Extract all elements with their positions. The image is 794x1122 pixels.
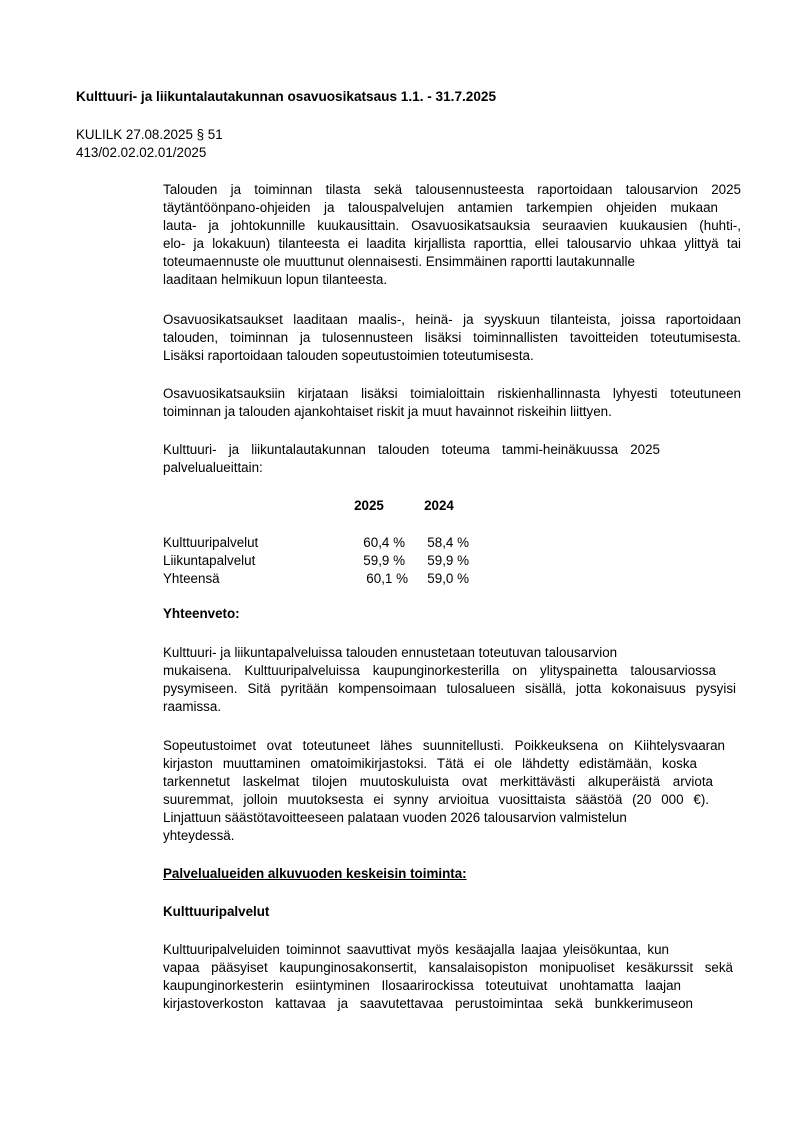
text-line: kirjastoverkoston kattavaa ja saavutettavaa perustoimintaa sekä bunkkerimuseon xyxy=(163,996,693,1011)
value-2025: 60,4 % xyxy=(363,535,405,550)
text-line: laaditaan helmikuun lopun tilanteesta. xyxy=(163,272,388,287)
summary-paragraph-1 xyxy=(163,644,741,716)
text-line: Kulttuuri- ja liikuntalautakunnan talouden toteuma tammi-heinäkuussa 2025 xyxy=(163,442,660,457)
text-line: talouden, toiminnan ja tulosennusteen lisäksi toiminnallisten tavoitteiden toteutumisesta. xyxy=(163,330,741,345)
table-intro-paragraph xyxy=(163,441,741,477)
text-line: täytäntöönpano-ohjeiden ja talouspalvelujen antamien tarkempien ohjeiden mukaan xyxy=(163,200,718,215)
text-line: Linjattuun säästötavoitteeseen palataan vuoden 2026 talousarvion valmistelun xyxy=(163,810,627,825)
record-id: 413/02.02.02.01/2025 xyxy=(76,145,207,160)
culture-services-heading: Kulttuuripalvelut xyxy=(163,904,270,919)
value-2024: 58,4 % xyxy=(427,535,469,550)
column-header-2025: 2025 xyxy=(354,498,384,513)
activities-heading: Palvelualueiden alkuvuoden keskeisin toiminta: xyxy=(163,866,467,881)
text-line: vapaa pääsyiset kaupunginosakonsertit, kansalaisopiston monipuoliset kesäkurssit sekä xyxy=(163,960,733,975)
intro-paragraph xyxy=(163,181,741,289)
culture-services-paragraph xyxy=(163,941,741,1013)
risk-paragraph xyxy=(163,385,741,421)
text-line: pysymiseen. Sitä pyritään kompensoimaan tulosalueen sisällä, jotta kokonaisuus pysyisi xyxy=(163,681,736,696)
text-line: Lisäksi raportoidaan talouden sopeutustoimien toteutumisesta. xyxy=(163,348,534,363)
text-line: Kulttuuripalveluiden toiminnot saavuttivat myös kesäajalla laajaa yleisökuntaa, kun xyxy=(163,942,669,957)
text-line: elo- ja lokakuun) tilanteesta ei laadita kirjallista raporttia, ellei talousarvio uhkaa ylittyä tai xyxy=(163,236,741,251)
text-line: mukaisena. Kulttuuripalveluissa kaupunginorkesterilla on ylityspainetta talousarviossa xyxy=(163,663,716,678)
text-line: palvelualueittain: xyxy=(163,460,263,475)
summary-paragraph-2 xyxy=(163,737,741,845)
text-line: yhteydessä. xyxy=(163,828,235,843)
row-label: Kulttuuripalvelut xyxy=(163,535,259,550)
column-header-2024: 2024 xyxy=(424,498,454,513)
document-title: Kulttuuri- ja liikuntalautakunnan osavuosikatsaus 1.1. - 31.7.2025 xyxy=(76,89,497,104)
text-line: Osavuosikatsauksiin kirjataan lisäksi toimialoittain riskienhallinnasta lyhyesti toteutuneen xyxy=(163,386,741,401)
text-line: suuremmat, jolloin muutoksesta ei synny arvioitua vuosittaista säästöä (20 000 €). xyxy=(163,792,709,807)
text-line: Sopeutustoimet ovat toteutuneet lähes suunnitellusti. Poikkeuksena on Kiihtelysvaaran xyxy=(163,738,725,753)
row-label: Yhteensä xyxy=(163,571,220,586)
row-label: Liikuntapalvelut xyxy=(163,553,256,568)
value-2024: 59,9 % xyxy=(427,553,469,568)
value-2025: 59,9 % xyxy=(363,553,405,568)
text-line: tarkennetut laskelmat tilojen muutoskuluista ovat merkittävästi alkuperäistä arviota xyxy=(163,774,713,789)
reporting-paragraph xyxy=(163,311,741,365)
document-meta xyxy=(76,126,223,162)
text-line: Talouden ja toiminnan tilasta sekä talousennusteesta raportoidaan talousarvion 2025 xyxy=(163,182,741,197)
text-line: kaupunginorkesterin esiintyminen Ilosaarirockissa toteutuivat unohtamatta laajan xyxy=(163,978,681,993)
text-line: lauta- ja johtokunnille kuukausittain. Osavuosikatsauksia seuraavien kuukausien (huhti-, xyxy=(163,218,741,233)
meeting-reference: KULILK 27.08.2025 § 51 xyxy=(76,127,223,142)
text-line: toiminnan ja talouden ajankohtaiset riskit ja muut havainnot riskeihin liittyen. xyxy=(163,404,612,419)
text-line: Kulttuuri- ja liikuntapalveluissa talouden ennustetaan toteutuvan talousarvion xyxy=(163,645,618,660)
text-line: Osavuosikatsaukset laaditaan maalis-, heinä- ja syyskuun tilanteista, joissa raportoidaan xyxy=(163,312,741,327)
text-line: kirjaston muuttaminen omatoimikirjastoksi. Tätä ei ole lähdetty edistämään, koska xyxy=(163,756,697,771)
text-line: raamissa. xyxy=(163,699,222,714)
value-2025: 60,1 % xyxy=(366,571,408,586)
value-2024: 59,0 % xyxy=(427,571,469,586)
summary-heading: Yhteenveto: xyxy=(163,606,240,621)
text-line: toteumaennuste ole muuttunut olennaisesti. Ensimmäinen raportti lautakunnalle xyxy=(163,254,635,269)
